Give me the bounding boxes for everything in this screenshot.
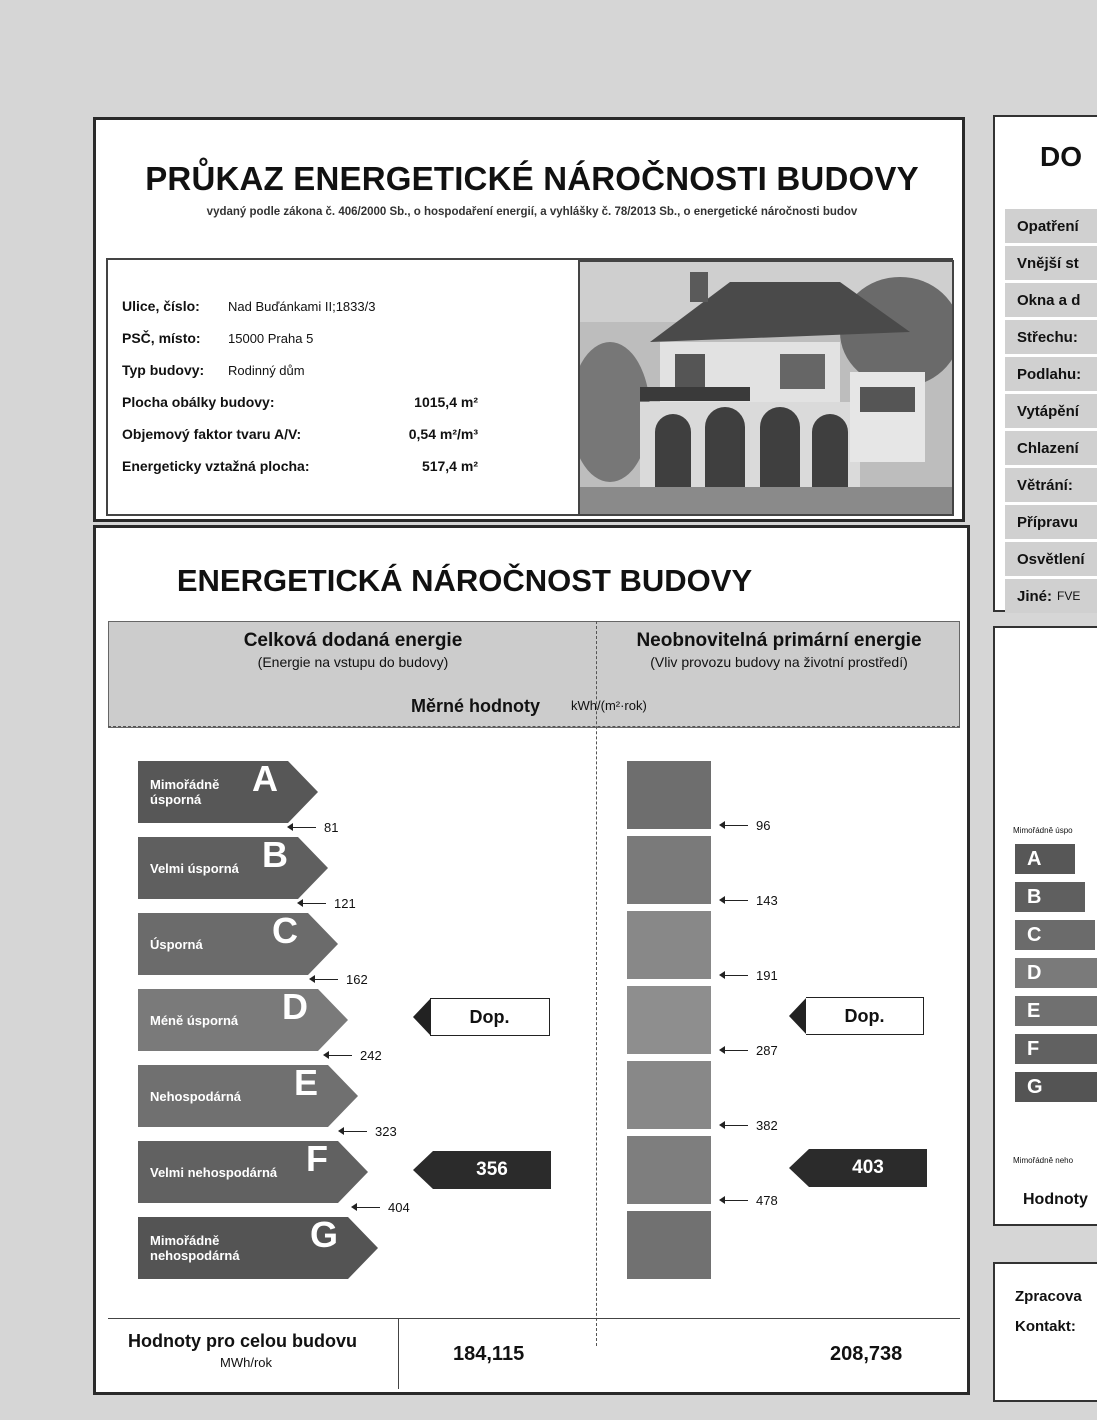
energy-class-letter: E (293, 1062, 318, 1103)
shape-factor-label: Objemový faktor tvaru A/V: (122, 426, 302, 442)
threshold-arrow (328, 1055, 352, 1056)
primary-energy-band-g (627, 1211, 711, 1279)
primary-energy-band-f (627, 1136, 711, 1204)
energy-class-c (138, 910, 338, 975)
envelope-value: 1015,4 m² (414, 394, 478, 410)
mini-class-e: E (1015, 996, 1097, 1026)
energy-class-letter: B (262, 834, 288, 875)
recommendations-title: DO (1040, 141, 1082, 172)
header-divider (108, 726, 960, 727)
primary-energy-subtitle: (Vliv provozu budovy na životní prostředí) (650, 654, 908, 670)
primary-energy-title: Neobnovitelná primární energie (636, 630, 922, 651)
recommendation-row (1005, 209, 1097, 243)
delivered-threshold (343, 1124, 397, 1139)
scale-top-label: Mimořádně úspo (1013, 826, 1073, 835)
recommendation-row (1005, 394, 1097, 428)
threshold-arrow (302, 903, 326, 904)
primary-threshold (724, 968, 778, 983)
threshold-arrow (724, 975, 748, 976)
threshold-value: 162 (346, 972, 368, 987)
whole-building-label: Hodnoty pro celou budovu (128, 1331, 357, 1351)
energy-class-tip (288, 761, 318, 823)
primary-energy-band-d (627, 986, 711, 1054)
energy-class-d (138, 986, 348, 1051)
whole-building-unit: MWh/rok (220, 1355, 272, 1370)
primary-energy-band-b (627, 836, 711, 904)
recommendation-row (1005, 468, 1097, 502)
energy-class-label: Úsporná (150, 936, 203, 952)
energy-class-body (138, 1062, 328, 1127)
envelope-label: Plocha obálky budovy: (122, 394, 275, 410)
delivered-energy-subtitle: (Energie na vstupu do budovy) (257, 654, 449, 670)
threshold-value: 81 (324, 820, 339, 835)
threshold-arrow (724, 900, 748, 901)
energy-class-body (138, 1138, 338, 1203)
delivered-energy-title: Celková dodaná energie (243, 630, 463, 651)
zip-value: 15000 Praha 5 (228, 331, 314, 346)
energy-class-label: Mimořádně nehospodárná (150, 1233, 240, 1263)
energy-class-tip (308, 913, 338, 975)
right-value-pointer (789, 1149, 927, 1187)
reference-area-value: 517,4 m² (421, 458, 478, 474)
zip-label: PSČ, místo: (122, 330, 201, 346)
certificate-header-panel (93, 117, 965, 522)
recommendation-row (1005, 431, 1097, 465)
delivered-threshold (314, 972, 368, 987)
recommendation-extra: FVE (1057, 589, 1081, 603)
energy-class-body (138, 1214, 348, 1279)
right-reference-pointer (789, 997, 924, 1035)
delivered-threshold (356, 1200, 410, 1215)
energy-class-label: Velmi úsporná (150, 860, 239, 876)
primary-energy-band-a (627, 761, 711, 829)
column-divider (596, 621, 597, 1346)
recommendation-row-label: Střechu: (1017, 328, 1078, 346)
type-value: Rodinný dům (228, 363, 305, 378)
recommendation-row (1005, 283, 1097, 317)
left-reference-label: Dop. (430, 998, 550, 1036)
energy-class-e (138, 1062, 358, 1127)
threshold-arrow (724, 825, 748, 826)
energy-class-tip (318, 989, 348, 1051)
mini-class-d: D (1015, 958, 1097, 988)
primary-threshold (724, 1043, 778, 1058)
mini-class-g: G (1015, 1072, 1097, 1102)
specific-values-label: Měrné hodnoty (411, 696, 540, 716)
energy-class-tip (328, 1065, 358, 1127)
building-photo (578, 260, 954, 516)
energy-class-tip (338, 1141, 368, 1203)
recommendation-row-label: Přípravu (1017, 513, 1078, 531)
page-title: PRŮKAZ ENERGETICKÉ NÁROČNOSTI BUDOVY (145, 160, 919, 197)
whole-building-delivered-value: 184,115 (453, 1343, 525, 1365)
threshold-arrow (343, 1131, 367, 1132)
page-subtitle: vydaný podle zákona č. 406/2000 Sb., o hospodaření energií, a vyhlášky č. 78/2013 Sb., o energetické náročnosti budov (206, 206, 858, 218)
recommendation-row-label: Větrání: (1017, 476, 1073, 494)
building-info-box (106, 258, 953, 516)
energy-class-tip (348, 1217, 378, 1279)
contact-label: Kontakt: (1015, 1318, 1076, 1335)
energy-class-letter: F (306, 1138, 328, 1179)
threshold-arrow (724, 1050, 748, 1051)
recommendation-row-label: Podlahu: (1017, 365, 1082, 383)
recommendation-row-label: Vnější st (1017, 254, 1079, 272)
mini-class-f: F (1015, 1034, 1097, 1064)
recommendation-row (1005, 246, 1097, 280)
threshold-value: 404 (388, 1200, 410, 1215)
processed-by-label: Zpracova (1015, 1288, 1082, 1305)
threshold-value: 478 (756, 1193, 778, 1208)
right-reference-label: Dop. (806, 997, 924, 1035)
threshold-value: 323 (375, 1124, 397, 1139)
street-label: Ulice, číslo: (122, 298, 200, 314)
street-value: Nad Buďánkami II;1833/3 (228, 299, 376, 314)
threshold-arrow (724, 1200, 748, 1201)
threshold-value: 242 (360, 1048, 382, 1063)
energy-class-label: Mimořádně úsporná (150, 777, 220, 807)
energy-class-letter: C (272, 910, 298, 951)
shape-factor-value: 0,54 m²/m³ (408, 426, 478, 442)
recommendation-row-label: Jiné: (1017, 587, 1053, 605)
recommendation-row (1005, 357, 1097, 391)
mini-class-a: A (1015, 844, 1075, 874)
primary-threshold (724, 818, 770, 833)
recommendation-row-label: Okna a d (1017, 291, 1081, 309)
specific-values-unit: kWh/(m²·rok) (571, 698, 647, 713)
primary-threshold (724, 893, 778, 908)
scale-bottom-label: Mimořádně neho (1013, 1156, 1074, 1165)
side-values-label: Hodnoty (1023, 1191, 1088, 1208)
energy-class-letter: A (252, 758, 278, 799)
recommendation-row (1005, 505, 1097, 539)
threshold-value: 121 (334, 896, 356, 911)
recommendation-row-label: Osvětlení (1017, 550, 1085, 568)
energy-class-tip (298, 837, 328, 899)
threshold-value: 143 (756, 893, 778, 908)
recommendations-panel (993, 115, 1097, 612)
threshold-arrow (724, 1125, 748, 1126)
energy-class-label: Velmi nehospodárná (150, 1164, 278, 1180)
energy-performance-panel (93, 525, 970, 1395)
energy-class-label: Méně úsporná (150, 1012, 239, 1028)
energy-class-label: Nehospodárná (150, 1088, 242, 1104)
recommendation-row (1005, 542, 1097, 576)
threshold-value: 191 (756, 968, 778, 983)
energy-class-a (138, 758, 318, 823)
energy-class-g (138, 1214, 378, 1279)
primary-threshold (724, 1193, 778, 1208)
reference-area-label: Energeticky vztažná plocha: (122, 458, 310, 474)
recommendation-row (1005, 320, 1097, 354)
recommendation-row (1005, 579, 1097, 613)
energy-class-letter: D (282, 986, 308, 1027)
whole-building-values (108, 1318, 960, 1389)
energy-class-f (138, 1138, 368, 1203)
primary-energy-value: 403 (809, 1149, 927, 1187)
energy-class-body (138, 986, 318, 1051)
delivered-threshold (292, 820, 338, 835)
processed-by-panel (993, 1262, 1097, 1402)
type-label: Typ budovy: (122, 362, 205, 378)
left-reference-pointer (413, 998, 550, 1036)
energy-class-b (138, 834, 328, 899)
threshold-arrow (314, 979, 338, 980)
threshold-arrow (292, 827, 316, 828)
class-scale-panel (993, 626, 1097, 1226)
primary-threshold (724, 1118, 778, 1133)
threshold-arrow (356, 1207, 380, 1208)
recommendation-row-label: Chlazení (1017, 439, 1079, 457)
threshold-value: 287 (756, 1043, 778, 1058)
energy-class-letter: G (309, 1214, 338, 1255)
left-value-pointer (413, 1151, 551, 1189)
recommendation-row-label: Vytápění (1017, 402, 1079, 420)
recommendation-row-label: Opatření (1017, 217, 1079, 235)
threshold-value: 96 (756, 818, 771, 833)
mini-class-b: B (1015, 882, 1085, 912)
threshold-value: 382 (756, 1118, 778, 1133)
delivered-threshold (328, 1048, 382, 1063)
whole-building-primary-value: 208,738 (830, 1343, 903, 1365)
mini-class-c: C (1015, 920, 1095, 950)
energy-class-body (138, 834, 298, 899)
energy-class-body (138, 758, 288, 823)
energy-class-body (138, 910, 308, 975)
footer-divider (398, 1319, 399, 1389)
delivered-threshold (302, 896, 356, 911)
primary-energy-band-c (627, 911, 711, 979)
energy-section-title: ENERGETICKÁ NÁROČNOST BUDOVY (176, 563, 753, 598)
delivered-energy-value: 356 (433, 1151, 551, 1189)
primary-energy-band-e (627, 1061, 711, 1129)
